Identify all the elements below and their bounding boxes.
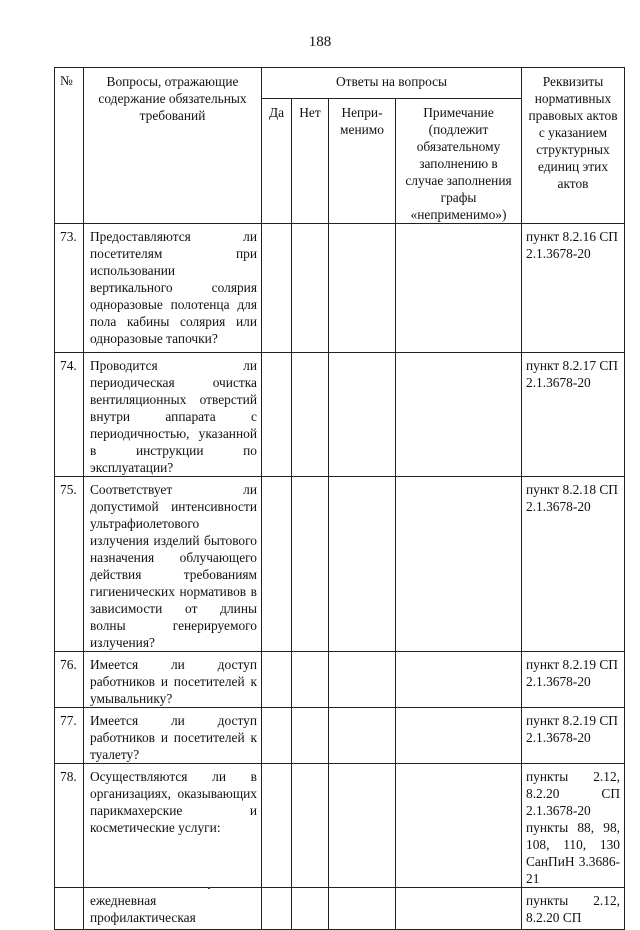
- row-question: ежедневная профилактическая: [84, 888, 262, 930]
- answer-na-cell[interactable]: [329, 353, 396, 477]
- row-number: 73.: [55, 224, 84, 353]
- row-reference: пункт 8.2.17 СП 2.1.3678-20: [522, 353, 625, 477]
- answer-yes-cell[interactable]: [262, 353, 292, 477]
- row-reference: [522, 764, 625, 888]
- row-reference: пункт 8.2.19 СП 2.1.3678-20: [522, 708, 625, 764]
- row-number: 75.: [55, 477, 84, 652]
- row-question: Соответствует ли допустимой интенсивности ультрафиолетового излучения изделий бытового назначения облучающего действия требованиям гигиенических нормативов в зависимости от длины волны генерируемого излучения?: [84, 477, 262, 652]
- header-refs: Реквизиты нормативных правовых актов с указанием структурных единиц этих актов: [522, 68, 625, 224]
- reference-line: пункты 2.12, 8.2.20 СП 2.1.3678-20: [526, 769, 620, 818]
- header-no: Нет: [292, 99, 329, 224]
- row-question: Проводится ли периодическая очистка вентиляционных отверстий внутри аппарата с периодичностью, указанной в инструкции по эксплуатации?: [84, 353, 262, 477]
- answer-na-cell[interactable]: [329, 888, 396, 930]
- table-row: [55, 764, 625, 888]
- scan-dot: [208, 887, 210, 889]
- answer-no-cell[interactable]: [292, 652, 329, 708]
- answer-yes-cell[interactable]: [262, 652, 292, 708]
- answer-no-cell[interactable]: [292, 353, 329, 477]
- answer-no-cell[interactable]: [292, 477, 329, 652]
- answer-note-cell[interactable]: [396, 708, 522, 764]
- row-reference: пункты 2.12, 8.2.20 СП: [522, 888, 625, 930]
- row-number: 78.: [55, 764, 84, 888]
- answer-no-cell[interactable]: [292, 708, 329, 764]
- page-number: 188: [308, 34, 332, 50]
- table-row: [55, 652, 625, 708]
- row-question: Предоставляются ли посетителям при использовании вертикального солярия одноразовые полотенца для пола кабины солярия или одноразовые тапочки?: [84, 224, 262, 353]
- row-number: 74.: [55, 353, 84, 477]
- row-reference: пункт 8.2.16 СП 2.1.3678-20: [522, 224, 625, 353]
- answer-no-cell[interactable]: [292, 764, 329, 888]
- answer-note-cell[interactable]: [396, 888, 522, 930]
- header-note: Примечание (подлежит обязательному заполнению в случае заполнения графы «неприменимо»): [396, 99, 522, 224]
- answer-note-cell[interactable]: [396, 353, 522, 477]
- answer-note-cell[interactable]: [396, 477, 522, 652]
- row-question: Имеется ли доступ работников и посетителей к умывальнику?: [84, 652, 262, 708]
- answer-no-cell[interactable]: [292, 888, 329, 930]
- header-yes: Да: [262, 99, 292, 224]
- answer-na-cell[interactable]: [329, 224, 396, 353]
- header-row-1: [55, 68, 625, 99]
- header-questions: Вопросы, отражающие содержание обязательных требований: [84, 68, 262, 224]
- row-question: Осуществляются ли в организациях, оказывающих парикмахерские и косметические услуги:: [84, 764, 262, 888]
- requirements-table: [54, 67, 625, 930]
- answer-note-cell[interactable]: [396, 652, 522, 708]
- answer-na-cell[interactable]: [329, 652, 396, 708]
- header-na: Непри-менимо: [329, 99, 396, 224]
- answer-yes-cell[interactable]: [262, 888, 292, 930]
- answer-yes-cell[interactable]: [262, 708, 292, 764]
- table-row: [55, 353, 625, 477]
- answer-na-cell[interactable]: [329, 477, 396, 652]
- table-row: [55, 708, 625, 764]
- answer-yes-cell[interactable]: [262, 477, 292, 652]
- table-row: [55, 888, 625, 930]
- row-reference: пункт 8.2.18 СП 2.1.3678-20: [522, 477, 625, 652]
- header-num: №: [55, 68, 84, 224]
- row-reference: пункт 8.2.19 СП 2.1.3678-20: [522, 652, 625, 708]
- row-number: [55, 888, 84, 930]
- row-number: 77.: [55, 708, 84, 764]
- row-number: 76.: [55, 652, 84, 708]
- table-row: [55, 224, 625, 353]
- table-row: [55, 477, 625, 652]
- row-question: Имеется ли доступ работников и посетителей к туалету?: [84, 708, 262, 764]
- answer-yes-cell[interactable]: [262, 224, 292, 353]
- answer-no-cell[interactable]: [292, 224, 329, 353]
- reference-line: пункты 88, 98, 108, 110, 130 СанПиН 3.3686-21: [526, 820, 620, 886]
- answer-na-cell[interactable]: [329, 708, 396, 764]
- answer-na-cell[interactable]: [329, 764, 396, 888]
- answer-yes-cell[interactable]: [262, 764, 292, 888]
- answer-note-cell[interactable]: [396, 224, 522, 353]
- answer-note-cell[interactable]: [396, 764, 522, 888]
- header-answers: Ответы на вопросы: [262, 68, 522, 99]
